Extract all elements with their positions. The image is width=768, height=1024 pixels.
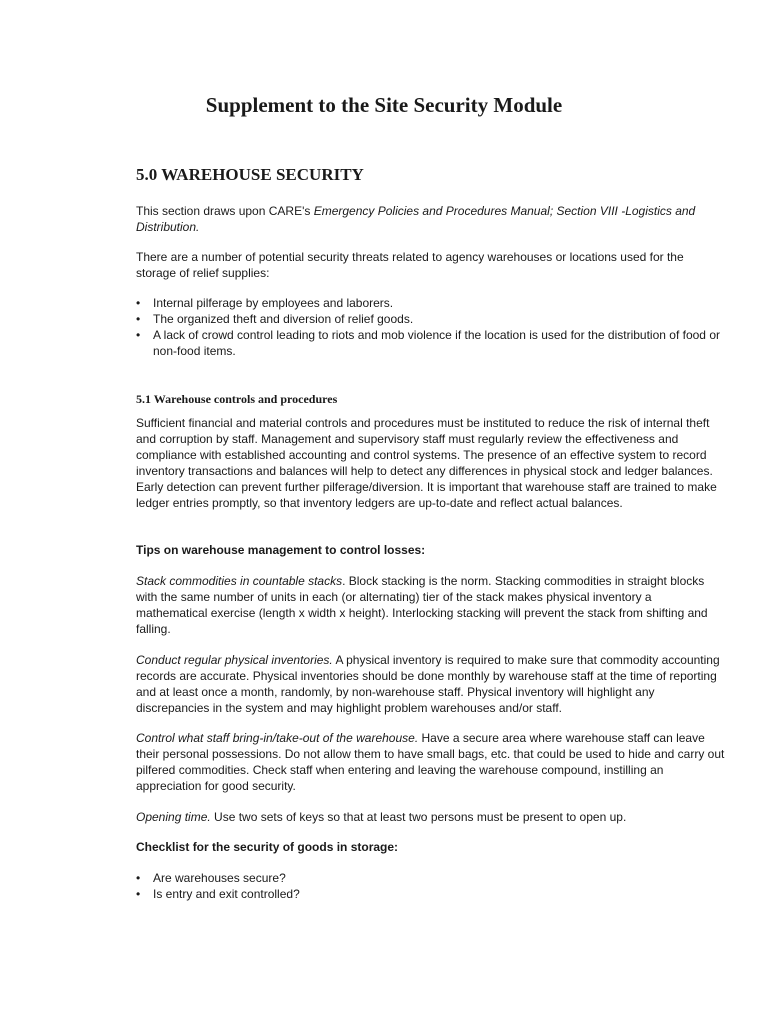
threats-list <box>136 295 726 359</box>
tip-paragraph <box>136 652 726 716</box>
document-title: Supplement to the Site Security Module <box>205 93 563 117</box>
tip-lead: Control what staff bring-in/take-out of the warehouse. <box>136 731 419 745</box>
subsection-heading: 5.1 Warehouse controls and procedures <box>136 392 338 406</box>
controls-paragraph: Sufficient financial and material controls and procedures must be instituted to reduce the risk of internal theft and corruption by staff. Management and supervisory staff must regularly review the effectiveness and compliance with established accounting and control systems. The presence of an effective system to record inventory transactions and balances will help to detect any differences in physical stock and ledger balances. Early detection can prevent further pilferage/diversion. It is important that warehouse staff are trained to make ledger entries promptly, so that inventory ledgers are up-to-date and reflect actual balances. <box>136 416 717 510</box>
threats-intro: There are a number of potential security threats related to agency warehouses or locations used for the storage of relief supplies: <box>136 250 684 280</box>
tip-paragraph <box>136 573 726 637</box>
intro-manual-reference: Emergency Policies and Procedures Manual; Section VIII -Logistics and Distribution. <box>136 204 696 234</box>
tip-paragraph <box>136 730 726 794</box>
threat-item: • Internal pilferage by employees and laborers. <box>136 295 726 311</box>
section-heading: 5.0 WAREHOUSE SECURITY <box>136 165 364 184</box>
tip-body: . Block stacking is the norm. Stacking commodities in straight blocks with the same number of units in each (or alternating) tier of the stack makes physical inventory a mathematical exercise (length x width x height). Interlocking stacking will prevent the stack from shifting and falling. <box>136 574 708 636</box>
tip-body: Have a secure area where warehouse staff can leave their personal possessions. Do not allow them to have small bags, etc. that could be used to hide and carry out pilfered commodities. Check staff when entering and leaving the warehouse compound, instilling an appreciation for good security. <box>136 731 725 793</box>
tip-paragraph <box>136 809 726 825</box>
checklist-heading: Checklist for the security of goods in storage: <box>136 840 399 854</box>
tip-body: Use two sets of keys so that at least two persons must be present to open up. <box>210 810 627 824</box>
tip-lead: Stack commodities in countable stacks <box>136 574 343 588</box>
tips-heading: Tips on warehouse management to control losses: <box>136 543 426 557</box>
threat-item: • The organized theft and diversion of relief goods. <box>136 311 726 327</box>
intro-paragraph <box>136 203 726 235</box>
threat-item: • A lack of crowd control leading to riots and mob violence if the location is used for the distribution of food or non-food items. <box>136 327 726 359</box>
tip-lead: Conduct regular physical inventories. <box>136 653 333 667</box>
checklist-list <box>136 870 726 902</box>
checklist-item: • Are warehouses secure? <box>136 870 726 886</box>
tip-lead: Opening time. <box>136 810 211 824</box>
tip-body: A physical inventory is required to make sure that commodity accounting records are accurate. Physical inventories should be done monthly by warehouse staff at the time of reporting and at least once a month, randomly, by non-warehouse staff. Physical inventory will highlight any discrepancies in the system and may highlight problem warehouses and/or staff. <box>136 653 720 715</box>
intro-prefix: This section draws upon CARE's <box>136 204 314 218</box>
checklist-item: • Is entry and exit controlled? <box>136 886 726 902</box>
